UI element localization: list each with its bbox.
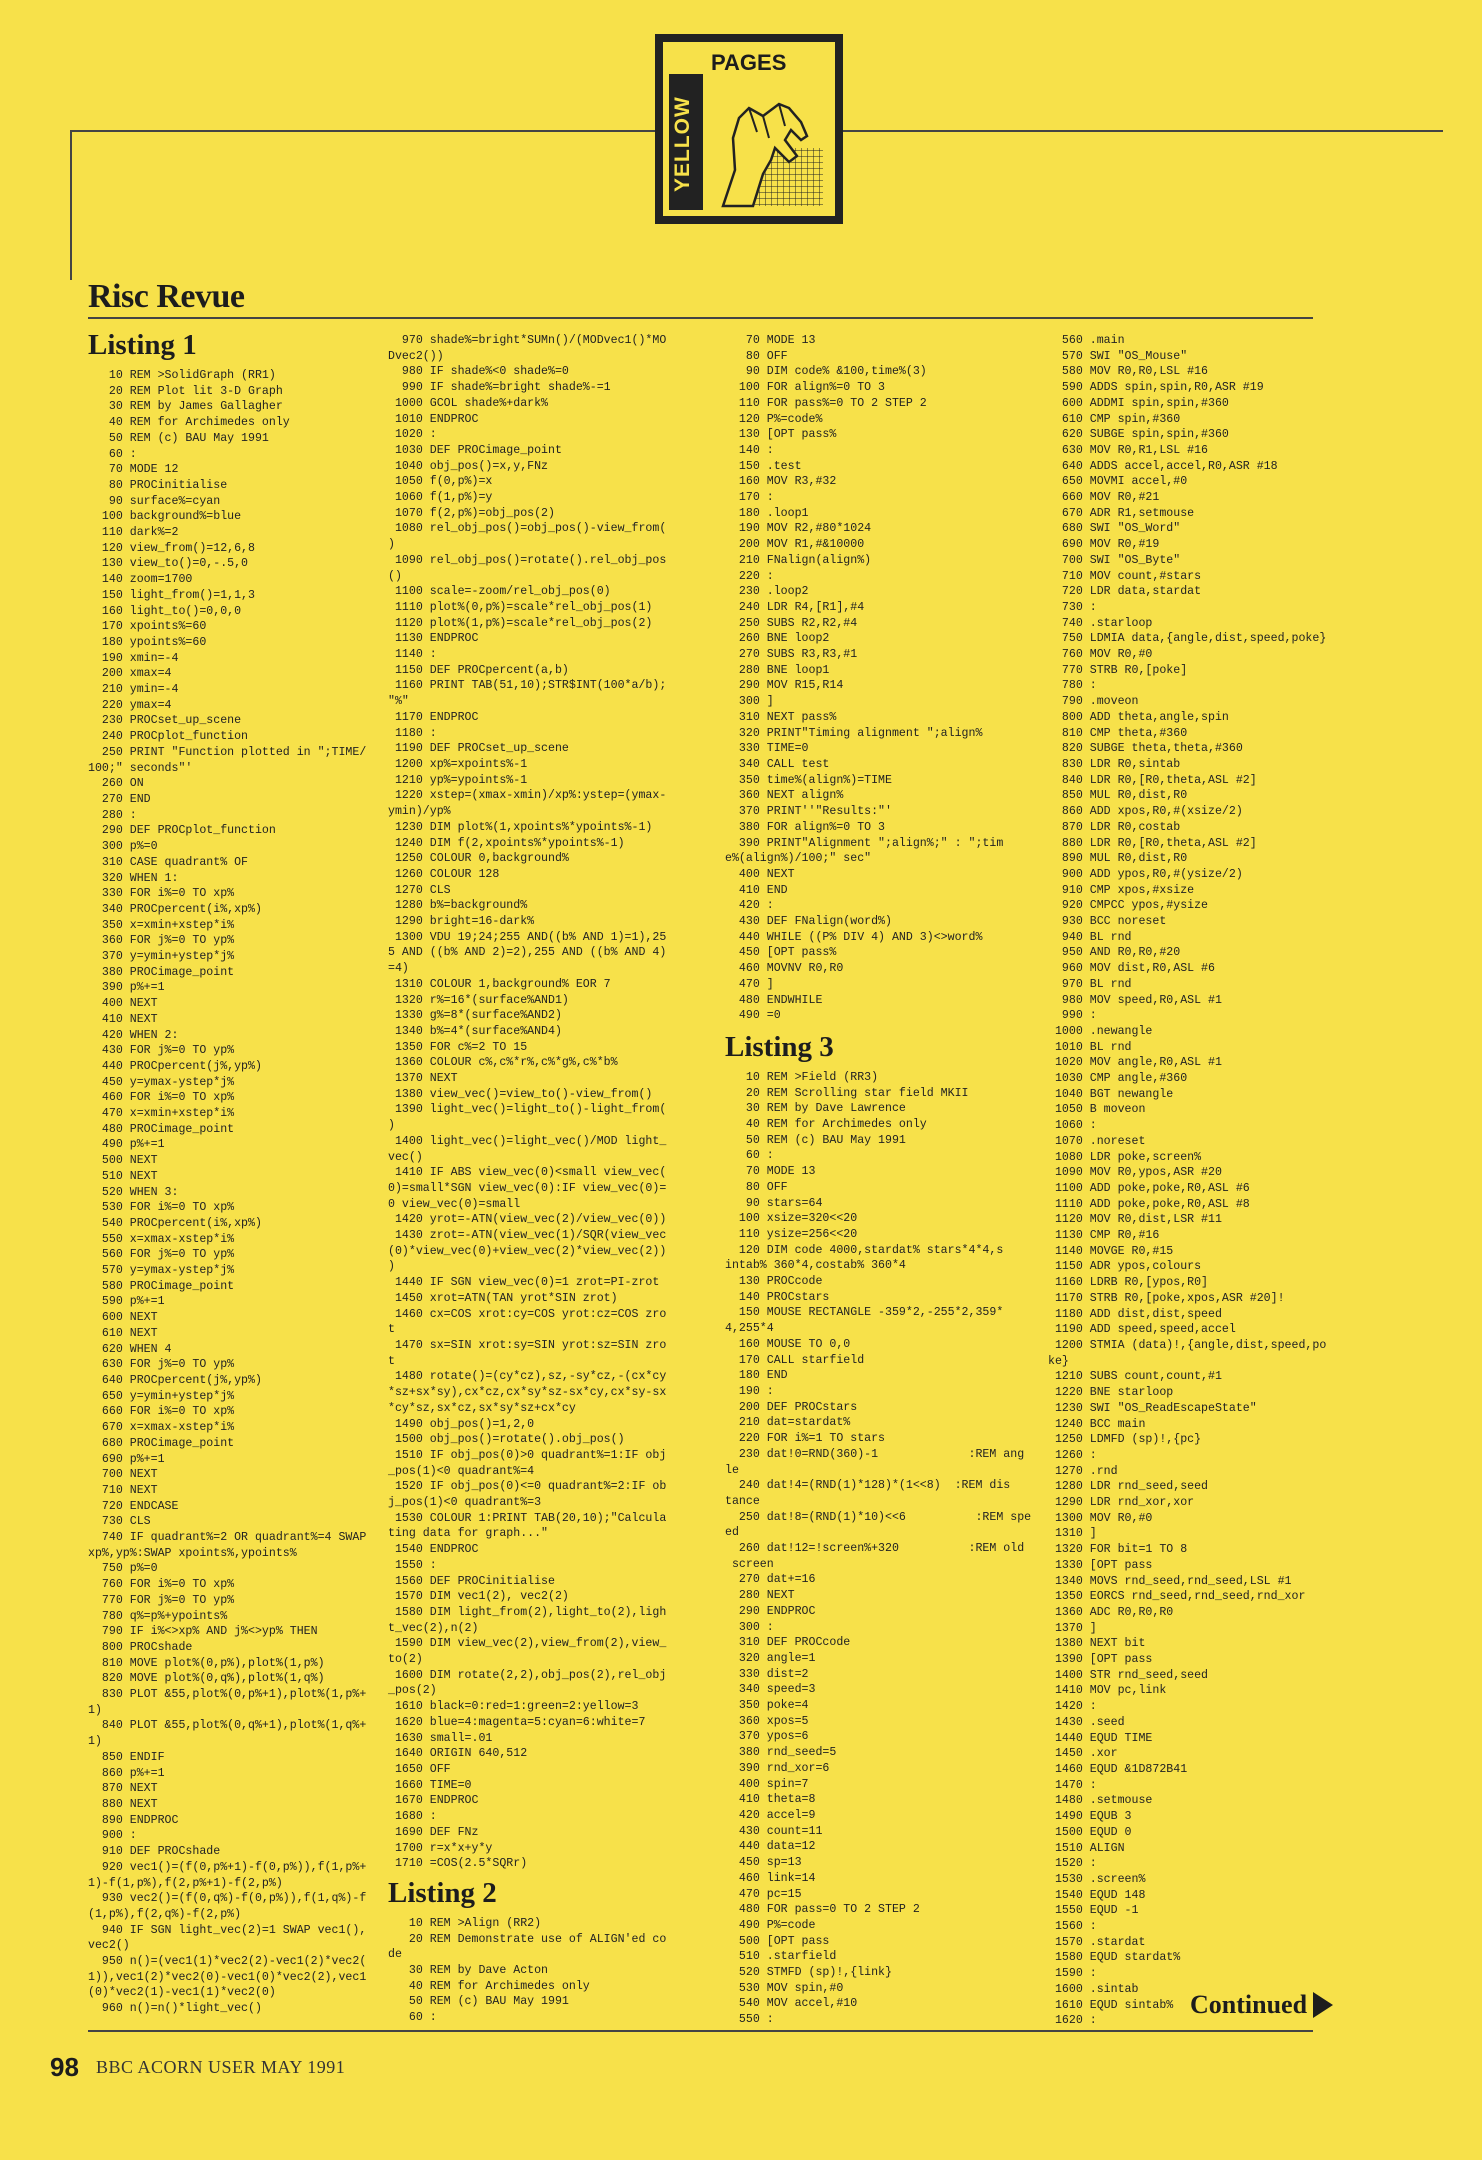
listing-3-code-part-2: 560 .main 570 SWI "OS_Mouse" 580 MOV R0,R0,LSL #16 590 ADDS spin,spin,R0,ASR #19 600 ADDMI spin,spin,#360 610 CMP spin,#360 620 SUBGE spin,spin,#360 630 MOV R0,R1,LSL #16 640 ADDS accel,accel,R0,ASR #18 650 MOVMI accel,#0 660 MOV R0,#21 670 ADR R1,setmouse 680 SWI "OS_Word" 690 MOV R0,#19 700 SWI "OS_Byte" 710 MOV count,#stars 720 LDR data,stardat 730 : 740 .starloop 750 LDMIA data,{angle,dist,speed,poke} 760 MOV R0,#0 770 STRB R0,[poke] 780 : 790 .moveon 800 ADD theta,angle,spin 810 CMP theta,#360 820 SUBGE theta,theta,#360 830 LDR R0,sintab 840 LDR R0,[R0,theta,ASL #2] 850 MUL R0,dist,R0 860 ADD xpos,R0,#(xsize/2) 870 LDR R0,costab 880 LDR R0,[R0,theta,ASL #2] 890 MUL R0,dist,R0 900 ADD ypos,R0,#(ysize/2) 910 CMP xpos,#xsize 920 CMPCC ypos,#ysize 930 BCC noreset 940 BL rnd 950 AND R0,R0,#20 960 MOV dist,R0,ASL #6 970 BL rnd 980 MOV speed,R0,ASL #1 990 : 1000 .newangle 1010 BL rnd 1020 MOV angle,R0,ASL #1 1030 CMP angle,#360 1040 BGT newangle 1050 B moveon 1060 : 1070 .noreset 1080 LDR poke,screen% 1090 MOV R0,ypos,ASR #20 1100 ADD poke,poke,R0,ASL #6 1110 ADD poke,poke,R0,ASL #8 1120 MOV R0,dist,LSR #11 1130 CMP R0,#16 1140 MOVGE R0,#15 1150 ADR ypos,colours 1160 LDRB R0,[ypos,R0] 1170 STRB R0,[poke,xpos,ASR #20]! 1180 ADD dist,dist,speed 1190 ADD speed,speed,accel 1200 STMIA (data)!,{angle,dist,speed,po ke} 1210 SUBS count,count,#1 1220 BNE starloop 1230 SWI "OS_ReadEscapeState" 1240 BCC main 1250 LDMFD (sp)!,{pc} 1260 : 1270 .rnd 1280 LDR rnd_seed,seed 1290 LDR rnd_xor,xor 1300 MOV R0,#0 1310 ] 1320 FOR bit=1 TO 8 1330 [OPT pass 1340 MOVS rnd_seed,rnd_seed,LSL #1 1350 EORCS rnd_seed,rnd_seed,rnd_xor 1360 ADC R0,R0,R0 1370 ] 1380 NEXT bit 1390 [OPT pass 1400 STR rnd_seed,seed 1410 MOV pc,link 1420 : 1430 .seed 1440 EQUD TIME 1450 .xor 1460 EQUD &1D872B41 1470 : 1480 .setmouse 1490 EQUB 3 1500 EQUD 0 1510 ALIGN 1520 : 1530 .screen% 1540 EQUD 148 1550 EQUD -1 1560 : 1570 .stardat 1580 EQUD stardat% 1590 : 1600 .sintab 1610 EQUD sintab% 1620 : [1048, 334, 1327, 2028]
magazine-footer: BBC ACORN USER MAY 1991 [96, 2057, 346, 2077]
page-number: 98 [50, 2052, 79, 2082]
column-2 [388, 333, 718, 2026]
yellow-pages-logo [655, 34, 843, 224]
logo-yellow-text: YELLOW [671, 96, 694, 192]
listing-1-code-part-2: 970 shade%=bright*SUMn()/(MODvec1()*MO Dvec2()) 980 IF shade%<0 shade%=0 990 IF shade%=bright shade%-=1 1000 GCOL shade%+dark% 1010 ENDPROC 1020 : 1030 DEF PROCimage_point 1040 obj_pos()=x,y,FNz 1050 f(0,p%)=x 1060 f(1,p%)=y 1070 f(2,p%)=obj_pos(2) 1080 rel_obj_pos()=obj_pos()-view_from( ) 1090 rel_obj_pos()=rotate().rel_obj_pos () 1100 scale=-zoom/rel_obj_pos(0) 1110 plot%(0,p%)=scale*rel_obj_pos(1) 1120 plot%(1,p%)=scale*rel_obj_pos(2) 1130 ENDPROC 1140 : 1150 DEF PROCpercent(a,b) 1160 PRINT TAB(51,10);STR$INT(100*a/b); "%" 1170 ENDPROC 1180 : 1190 DEF PROCset_up_scene 1200 xp%=xpoints%-1 1210 yp%=ypoints%-1 1220 xstep=(xmax-xmin)/xp%:ystep=(ymax- ymin)/yp% 1230 DIM plot%(1,xpoints%*ypoints%-1) 1240 DIM f(2,xpoints%*ypoints%-1) 1250 COLOUR 0,background% 1260 COLOUR 128 1270 CLS 1280 b%=background% 1290 bright=16-dark% 1300 VDU 19;24;255 AND((b% AND 1)=1),25 5 AND ((b% AND 2)=2),255 AND ((b% AND 4) =4) 1310 COLOUR 1,background% EOR 7 1320 r%=16*(surface%AND1) 1330 g%=8*(surface%AND2) 1340 b%=4*(surface%AND4) 1350 FOR c%=2 TO 15 1360 COLOUR c%,c%*r%,c%*g%,c%*b% 1370 NEXT 1380 view_vec()=view_to()-view_from() 1390 light_vec()=light_to()-light_from( ) 1400 light_vec()=light_vec()/MOD light_ vec() 1410 IF ABS view_vec(0)<small view_vec( 0)=small*SGN view_vec(0):IF view_vec(0)= 0 view_vec(0)=small 1420 yrot=-ATN(view_vec(2)/view_vec(0)) 1430 zrot=-ATN(view_vec(1)/SQR(view_vec (0)*view_vec(0)+view_vec(2)*view_vec(2)) ) 1440 IF SGN view_vec(0)=1 zrot=PI-zrot 1450 xrot=ATN(TAN yrot*SIN zrot) 1460 cx=COS xrot:cy=COS yrot:cz=COS zro t 1470 sx=SIN xrot:sy=SIN yrot:sz=SIN zro t 1480 rotate()=(cy*cz),sz,-sy*cz,-(cx*cy *sz+sx*sy),cx*cz,cx*sy*sz-sx*cy,cx*sy-sx *cy*sz,sx*cz,sx*sy*sz+cx*cy 1490 obj_pos()=1,2,0 1500 obj_pos()=rotate().obj_pos() 1510 IF obj_pos(0)>0 quadrant%=1:IF obj _pos(1)<0 quadrant%=4 1520 IF obj_pos(0)<=0 quadrant%=2:IF ob j_pos(1)<0 quadrant%=3 1530 COLOUR 1:PRINT TAB(20,10);"Calcula ting data for graph..." 1540 ENDPROC 1550 : 1560 DEF PROCinitialise 1570 DIM vec1(2), vec2(2) 1580 DIM light_from(2),light_to(2),ligh t_vec(2),n(2) 1590 DIM view_vec(2),view_from(2),view_ to(2) 1600 DIM rotate(2,2),obj_pos(2),rel_obj _pos(2) 1610 black=0:red=1:green=2:yellow=3 1620 blue=4:magenta=5:cyan=6:white=7 1630 small=.01 1640 ORIGIN 640,512 1650 OFF 1660 TIME=0 1670 ENDPROC 1680 : 1690 DEF FNz 1700 r=x*x+y*y 1710 =COS(2.5*SQRr) [388, 334, 667, 1871]
listing-2-heading: Listing 2 [388, 1876, 497, 1909]
section-title: Risc Revue [88, 278, 245, 315]
logo-pages-text: PAGES [711, 50, 787, 75]
continued-text: Continued [1190, 1990, 1308, 2019]
listing-2-code-part-2: 70 MODE 13 80 OFF 90 DIM code% &100,time%(3) 100 FOR align%=0 TO 3 110 FOR pass%=0 TO 2 STEP 2 120 P%=code% 130 [OPT pass% 140 : 150 .test 160 MOV R3,#32 170 : 180 .loop1 190 MOV R2,#80*1024 200 MOV R1,#&10000 210 FNalign(align%) 220 : 230 .loop2 240 LDR R4,[R1],#4 250 SUBS R2,R2,#4 260 BNE loop2 270 SUBS R3,R3,#1 280 BNE loop1 290 MOV R15,R14 300 ] 310 NEXT pass% 320 PRINT"Timing alignment ";align% 330 TIME=0 340 CALL test 350 time%(align%)=TIME 360 NEXT align% 370 PRINT''"Results:"' 380 FOR align%=0 TO 3 390 PRINT"Alignment ";align%;" : ";tim e%(align%)/100;" sec" 400 NEXT 410 END 420 : 430 DEF FNalign(word%) 440 WHILE ((P% DIV 4) AND 3)<>word% 450 [OPT pass% 460 MOVNV R0,R0 470 ] 480 ENDWHILE 490 =0 [725, 334, 1004, 1023]
bottom-rule [88, 2030, 1313, 2032]
listing-3-heading: Listing 3 [725, 1030, 834, 1063]
listing-2-code-part-1: 10 REM >Align (RR2) 20 REM Demonstrate use of ALIGN'ed co de 30 REM by Dave Acton 40 REM for Archimedes only 50 REM (c) BAU May 1991 60 : [388, 1916, 667, 2025]
arrow-right-icon [1313, 1992, 1333, 2018]
hand-icon [705, 78, 825, 210]
column-4 [1048, 333, 1348, 2029]
listing-3-code-part-1: 10 REM >Field (RR3) 20 REM Scrolling star field MKII 30 REM by Dave Lawrence 40 REM for Archimedes only 50 REM (c) BAU May 1991 60 : 70 MODE 13 80 OFF 90 stars=64 100 xsize=320<<20 110 ysize=256<<20 120 DIM code 4000,stardat% stars*4*4,s intab% 360*4,costab% 360*4 130 PROCcode 140 PROCstars 150 MOUSE RECTANGLE -359*2,-255*2,359* 4,255*4 160 MOUSE TO 0,0 170 CALL starfield 180 END 190 : 200 DEF PROCstars 210 dat=stardat% 220 FOR i%=1 TO stars 230 dat!0=RND(360)-1 :REM ang le 240 dat!4=(RND(1)*128)*(1<<8) :REM dis tance 250 dat!8=(RND(1)*10)<<6 :REM spe ed 260 dat!12=!screen%+320 :REM old screen 270 dat+=16 280 NEXT 290 ENDPROC 300 : 310 DEF PROCcode 320 angle=1 330 dist=2 340 speed=3 350 poke=4 360 xpos=5 370 ypos=6 380 rnd_seed=5 390 rnd_xor=6 400 spin=7 410 theta=8 420 accel=9 430 count=11 440 data=12 450 sp=13 460 link=14 470 pc=15 480 FOR pass=0 TO 2 STEP 2 490 P%=code 500 [OPT pass 510 .starfield 520 STMFD (sp)!,{link} 530 MOV spin,#0 540 MOV accel,#10 550 : [725, 1070, 1032, 2027]
left-rule [70, 130, 72, 280]
column-1 [88, 328, 388, 2017]
continued-label [1190, 1990, 1333, 2020]
column-3 [725, 333, 1045, 2028]
top-rule-right [843, 130, 1443, 132]
listing-1-code-part-1: 10 REM >SolidGraph (RR1) 20 REM Plot lit 3-D Graph 30 REM by James Gallagher 40 REM for Archimedes only 50 REM (c) BAU May 1991 60 : 70 MODE 12 80 PROCinitialise 90 surface%=cyan 100 background%=blue 110 dark%=2 120 view_from()=12,6,8 130 view_to()=0,-.5,0 140 zoom=1700 150 light_from()=1,1,3 160 light_to()=0,0,0 170 xpoints%=60 180 ypoints%=60 190 xmin=-4 200 xmax=4 210 ymin=-4 220 ymax=4 230 PROCset_up_scene 240 PROCplot_function 250 PRINT "Function plotted in ";TIME/ 100;" seconds"' 260 ON 270 END 280 : 290 DEF PROCplot_function 300 p%=0 310 CASE quadrant% OF 320 WHEN 1: 330 FOR i%=0 TO xp% 340 PROCpercent(i%,xp%) 350 x=xmin+xstep*i% 360 FOR j%=0 TO yp% 370 y=ymin+ystep*j% 380 PROCimage_point 390 p%+=1 400 NEXT 410 NEXT 420 WHEN 2: 430 FOR j%=0 TO yp% 440 PROCpercent(j%,yp%) 450 y=ymax-ystep*j% 460 FOR i%=0 TO xp% 470 x=xmin+xstep*i% 480 PROCimage_point 490 p%+=1 500 NEXT 510 NEXT 520 WHEN 3: 530 FOR i%=0 TO xp% 540 PROCpercent(i%,xp%) 550 x=xmax-xstep*i% 560 FOR j%=0 TO yp% 570 y=ymax-ystep*j% 580 PROCimage_point 590 p%+=1 600 NEXT 610 NEXT 620 WHEN 4 630 FOR j%=0 TO yp% 640 PROCpercent(j%,yp%) 650 y=ymin+ystep*j% 660 FOR i%=0 TO xp% 670 x=xmax-xstep*i% 680 PROCimage_point 690 p%+=1 700 NEXT 710 NEXT 720 ENDCASE 730 CLS 740 IF quadrant%=2 OR quadrant%=4 SWAP xp%,yp%:SWAP xpoints%,ypoints% 750 p%=0 760 FOR i%=0 TO xp% 770 FOR j%=0 TO yp% 780 q%=p%+ypoints% 790 IF i%<>xp% AND j%<>yp% THEN 800 PROCshade 810 MOVE plot%(0,p%),plot%(1,p%) 820 MOVE plot%(0,q%),plot%(1,q%) 830 PLOT &55,plot%(0,p%+1),plot%(1,p%+ 1) 840 PLOT &55,plot%(0,q%+1),plot%(1,q%+ 1) 850 ENDIF 860 p%+=1 870 NEXT 880 NEXT 890 ENDPROC 900 : 910 DEF PROCshade 920 vec1()=(f(0,p%+1)-f(0,p%)),f(1,p%+ 1)-f(1,p%),f(2,p%+1)-f(2,p%) 930 vec2()=(f(0,q%)-f(0,p%)),f(1,q%)-f (1,p%),f(2,q%)-f(2,p%) 940 IF SGN light_vec(2)=1 SWAP vec1(), vec2() 950 n()=(vec1(1)*vec2(2)-vec1(2)*vec2( 1)),vec1(2)*vec2(0)-vec1(0)*vec2(2),vec1 (0)*vec2(1)-vec1(1)*vec2(0) 960 n()=n()*light_vec() [88, 369, 367, 2016]
top-rule-left [70, 130, 655, 132]
title-rule [88, 317, 1313, 319]
listing-1-heading: Listing 1 [88, 329, 197, 361]
